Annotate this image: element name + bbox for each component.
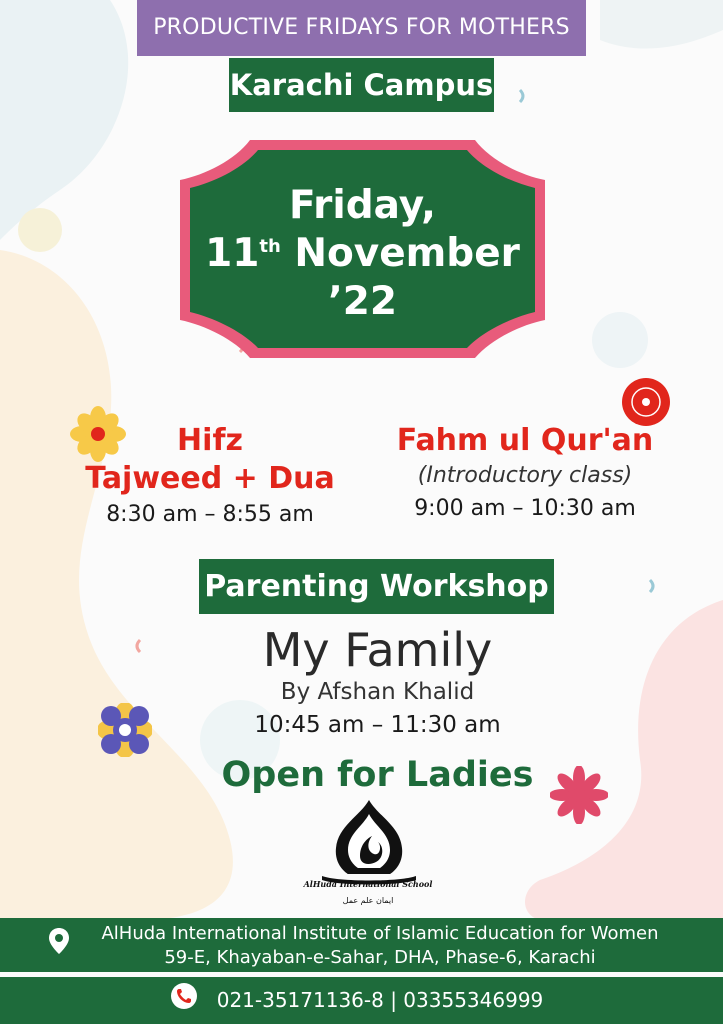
session-time: 9:00 am – 10:30 am <box>414 496 636 521</box>
session-title: Tajweed + Dua <box>85 461 335 496</box>
workshop-label: Parenting Workshop <box>199 559 554 614</box>
date-month-year: November ’22 <box>294 231 520 324</box>
top-banner: PRODUCTIVE FRIDAYS FOR MOTHERS <box>137 0 586 56</box>
workshop-title: My Family <box>262 623 493 677</box>
open-for-ladies: Open for Ladies <box>221 755 534 795</box>
session-title: Fahm ul Qur'an <box>396 423 654 458</box>
purple-flower-icon <box>98 703 152 757</box>
session-subtitle: (Introductory class) <box>417 463 633 488</box>
phone-icon <box>170 982 198 1010</box>
date-day: 11 <box>205 231 260 276</box>
logo-name: AlHuda International School <box>303 879 433 889</box>
logo-motto: ایمان علم عمل <box>342 896 394 905</box>
date-full <box>170 230 555 326</box>
date-weekday: Friday, <box>289 183 436 228</box>
session-time: 8:30 am – 8:55 am <box>106 502 314 527</box>
date-suffix: th <box>259 236 281 257</box>
event-date <box>170 182 555 326</box>
campus-label: Karachi Campus <box>229 58 494 112</box>
workshop-time: 10:45 am – 11:30 am <box>254 712 501 738</box>
address-line-2: 59-E, Khayaban-e-Sahar, DHA, Phase-6, Karachi <box>164 947 596 968</box>
alhuda-logo <box>308 796 430 911</box>
phone-numbers: 021-35171136-8 | 03355346999 <box>216 988 544 1012</box>
address-line-1: AlHuda International Institute of Islamic Education for Women <box>101 923 659 944</box>
session-hifz <box>70 422 350 532</box>
session-title: Hifz <box>177 423 243 458</box>
workshop-speaker: By Afshan Khalid <box>280 679 475 705</box>
session-fahm <box>380 422 670 526</box>
